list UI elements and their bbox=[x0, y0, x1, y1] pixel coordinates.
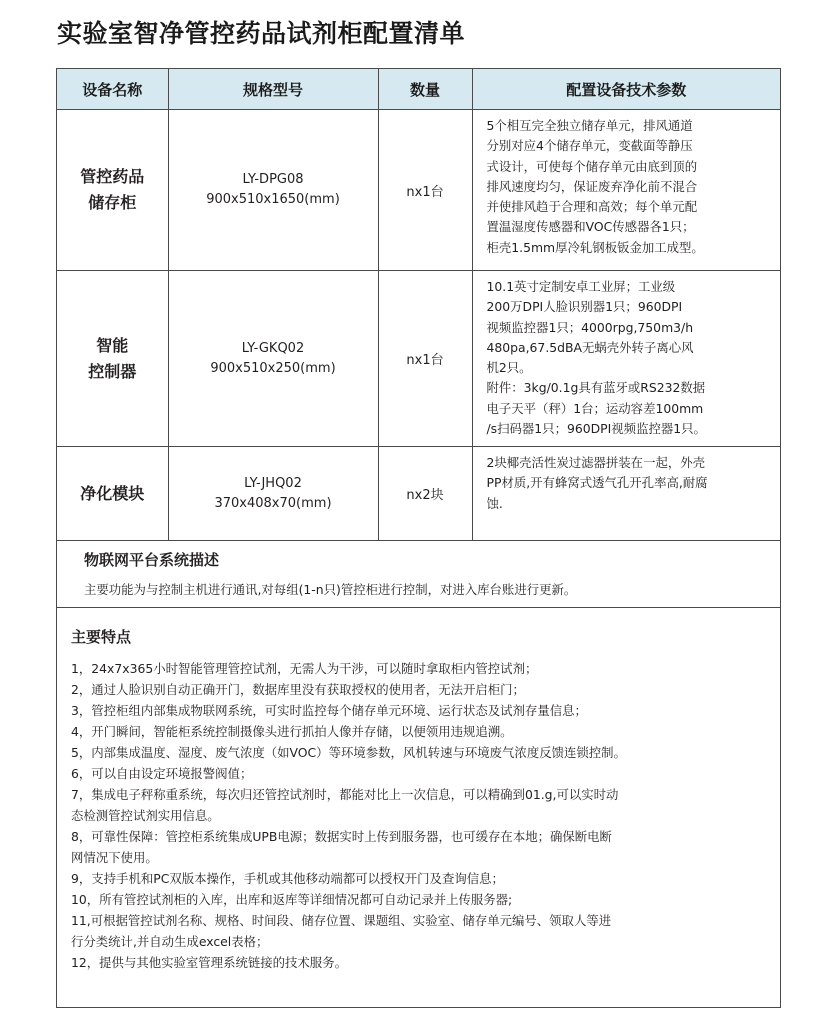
config-list-frame bbox=[56, 68, 781, 1008]
model-cell bbox=[168, 110, 378, 271]
tech-line: 5个相互完全独立储存单元，排风通道 bbox=[486, 118, 693, 133]
device-name-line: 智能 bbox=[96, 335, 129, 355]
table-row bbox=[57, 110, 780, 271]
table-row bbox=[57, 271, 780, 447]
tech-line: 电子天平（秤）1台；运动容差100mm bbox=[486, 400, 704, 416]
tech-line: 蚀. bbox=[486, 495, 503, 511]
model-cell bbox=[168, 271, 378, 447]
tech-params-cell bbox=[472, 110, 780, 271]
features-title: 主要特点 bbox=[71, 628, 132, 646]
model-code: LY-DPG08 bbox=[242, 172, 304, 187]
tech-line: 480pa,67.5dBA无蜗壳外转子离心风 bbox=[486, 339, 694, 355]
tech-params-cell bbox=[472, 271, 780, 447]
device-name-cell bbox=[57, 271, 168, 447]
feature-line: 行分类统计,并自动生成excel表格； bbox=[71, 934, 269, 949]
tech-line: 分别对应4个储存单元，变截面等静压 bbox=[486, 138, 693, 154]
device-name-line: 控制器 bbox=[88, 361, 137, 381]
tech-line: 附件：3kg/0.1g具有蓝牙或RS232数据 bbox=[486, 380, 706, 396]
iot-section bbox=[57, 540, 780, 608]
quantity-cell: nx2块 bbox=[378, 447, 472, 541]
feature-line: 1，24x7x365小时智能管理管控试剂，无需人为干涉，可以随时拿取柜内管控试剂； bbox=[71, 661, 538, 676]
model-dimensions: 370x408x70(mm) bbox=[214, 495, 332, 511]
header-quantity: 数量 bbox=[378, 69, 472, 110]
feature-line: 6，可以自由设定环境报警阀值； bbox=[71, 766, 253, 781]
iot-section-title: 物联网平台系统描述 bbox=[84, 551, 220, 569]
model-cell bbox=[168, 447, 378, 541]
feature-line: 9，支持手机和PC双版本操作，手机或其他移动端都可以授权开门及查询信息； bbox=[71, 871, 504, 886]
tech-line: 机2只。 bbox=[486, 360, 532, 376]
model-code: LY-GKQ02 bbox=[241, 340, 305, 356]
feature-line: 态检测管控试剂实用信息。 bbox=[71, 808, 220, 823]
quantity-cell: nx1台 bbox=[378, 271, 472, 447]
tech-line: /s扫码器1只；960DPI视频监控器1只。 bbox=[486, 421, 706, 437]
feature-line: 7，集成电子秤称重系统，每次归还管控试剂时，都能对比上一次信息，可以精确到01.g,可以实时动 bbox=[71, 787, 619, 802]
device-name-cell bbox=[57, 447, 168, 541]
model-code: LY-JHQ02 bbox=[244, 475, 302, 491]
device-name-line: 管控药品 bbox=[80, 167, 145, 186]
feature-line: 4，开门瞬间，智能柜系统控制摄像头进行抓拍人像并存储，以便领用违规追溯。 bbox=[71, 724, 513, 739]
tech-line: 排风速度均匀，保证废弃净化前不混合 bbox=[486, 178, 698, 194]
tech-params-cell bbox=[472, 447, 780, 541]
tech-line: 置温湿度传感器和VOC传感器各1只； bbox=[486, 219, 695, 235]
device-name-cell bbox=[57, 110, 168, 271]
model-dimensions: 900x510x1650(mm) bbox=[206, 192, 340, 207]
feature-line: 11,可根据管控试剂名称、规格、时间段、储存位置、课题组、实验室、储存单元编号、领取人等进 bbox=[71, 913, 612, 928]
features-list bbox=[71, 658, 771, 973]
header-device-name: 设备名称 bbox=[57, 69, 168, 110]
tech-line: 2块椰壳活性炭过滤器拼装在一起，外壳 bbox=[486, 455, 706, 470]
device-name-line: 净化模块 bbox=[80, 483, 145, 503]
config-table bbox=[57, 69, 780, 541]
page-title: 实验室智净管控药品试剂柜配置清单 bbox=[57, 19, 466, 48]
feature-line: 网情况下使用。 bbox=[71, 850, 158, 865]
feature-line: 2，通过人脸识别自动正确开门，数据库里没有获取授权的使用者，无法开启柜门； bbox=[71, 682, 525, 697]
feature-line: 12，提供与其他实验室管理系统链接的技术服务。 bbox=[71, 955, 347, 970]
model-dimensions: 900x510x250(mm) bbox=[210, 360, 336, 376]
iot-description: 主要功能为与控制主机进行通讯,对每组(1-n只)管控柜进行控制，对进入库台账进行更新。 bbox=[84, 582, 577, 597]
header-tech-params: 配置设备技术参数 bbox=[472, 69, 780, 110]
tech-line: 式设计，可使每个储存单元由底到顶的 bbox=[486, 158, 698, 174]
table-header-row bbox=[57, 69, 780, 110]
tech-line: 10.1英寸定制安卓工业屏；工业级 bbox=[486, 279, 676, 294]
feature-line: 8，可靠性保障：管控柜系统集成UPB电源；数据实时上传到服务器，也可缓存在本地；确保断电断 bbox=[71, 829, 612, 844]
quantity-cell: nx1台 bbox=[378, 110, 472, 271]
tech-line: 并使排风趋于合理和高效；每个单元配 bbox=[486, 199, 698, 215]
tech-line: 视频监控器1只；4000rpg,750m3/h bbox=[486, 319, 694, 335]
device-name-line: 储存柜 bbox=[88, 193, 137, 212]
table-row bbox=[57, 447, 780, 541]
tech-line: 柜壳1.5mm厚冷轧钢板钣金加工成型。 bbox=[486, 239, 704, 255]
header-model: 规格型号 bbox=[168, 69, 378, 110]
tech-line: PP材质,开有蜂窝式透气孔开孔率高,耐腐 bbox=[486, 475, 708, 491]
feature-line: 5，内部集成温度、湿度、废气浓度（如VOC）等环境参数，风机转速与环境废气浓度反馈连锁控制。 bbox=[71, 745, 626, 760]
feature-line: 3，管控柜组内部集成物联网系统，可实时监控每个储存单元环境、运行状态及试剂存量信息； bbox=[71, 703, 587, 718]
tech-line: 200万DPI人脸识别器1只；960DPI bbox=[486, 299, 683, 315]
feature-line: 10，所有管控试剂柜的入库，出库和返库等详细情况都可自动记录并上传服务器; bbox=[71, 892, 513, 907]
